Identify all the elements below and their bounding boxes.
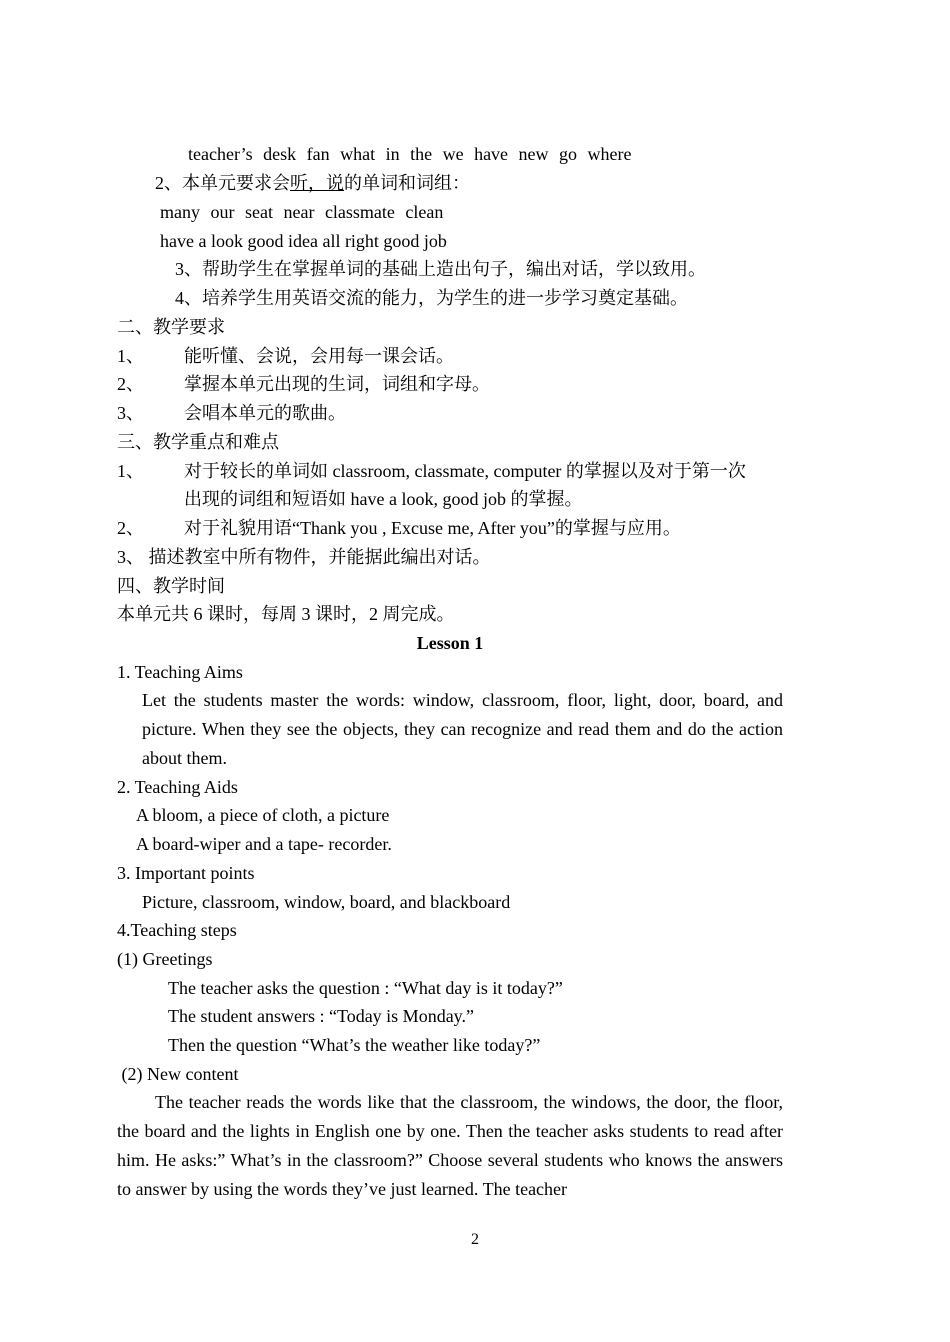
section3-item1-line2: 出现的词组和短语如 have a look, good job 的掌握。 (184, 489, 583, 509)
item-text: 能听懂、会说，会用每一课会话。 (184, 346, 454, 366)
new-content-text: The teacher reads the words like that the classroom, the windows, the door, the floor, the board and the lights in English one by one. Then the teacher asks students to read after him. He asks:” What’s in the classroom?” Choose several students who knows the answers to answer by using the words they’ve just learned. The teacher (117, 1092, 783, 1199)
greetings-line-3: Then the question “What’s the weather like today?” (168, 1035, 541, 1055)
req2-prefix: 2、本单元要求会 (155, 173, 290, 193)
points-text: Picture, classroom, window, board, and blackboard (142, 892, 511, 912)
item-number: 1、 (117, 346, 144, 366)
section2-item (117, 342, 817, 370)
aids-line-1: A bloom, a piece of cloth, a picture (136, 805, 390, 825)
requirement-3: 3、帮助学生在掌握单词的基础上造出句子，编出对话，学以致用。 (175, 259, 706, 279)
item-number: 3、 (117, 403, 144, 423)
greetings-heading: (1) Greetings (117, 949, 213, 969)
vocab-line: teacher’s desk fan what in the we have new go where (188, 144, 632, 164)
aids-heading: 2. Teaching Aids (117, 777, 238, 797)
new-content-heading: (2) New content (117, 1064, 239, 1084)
section4-text: 本单元共 6 课时，每周 3 课时，2 周完成。 (117, 604, 455, 624)
item-text: 掌握本单元出现的生词，词组和字母。 (184, 374, 490, 394)
vocab-line-2: many our seat near classmate clean (160, 202, 444, 222)
phrases-line: have a look good idea all right good job (160, 231, 447, 251)
section2-title: 二、教学要求 (117, 317, 225, 337)
aims-text: Let the students master the words: window, classroom, floor, light, door, board, and picture. When they see the objects, they can recognize and read them and do the action about them. (142, 690, 783, 768)
item-number: 2、 (117, 374, 144, 394)
requirement-2 (155, 169, 470, 197)
greetings-line-2: The student answers : “Today is Monday.” (168, 1006, 474, 1026)
section4-title: 四、教学时间 (117, 576, 225, 596)
item-text: 会唱本单元的歌曲。 (184, 403, 346, 423)
section3-item1-number: 1、 (117, 461, 144, 481)
section2-item (117, 399, 817, 427)
steps-heading: 4.Teaching steps (117, 920, 237, 940)
req2-suffix: 的单词和词组： (344, 173, 470, 193)
section3-item2-text: 对于礼貌用语“Thank you , Excuse me, After you”的掌握与应用。 (184, 518, 681, 538)
section3-title: 三、教学重点和难点 (117, 432, 279, 452)
req2-underlined: 听，说 (290, 173, 344, 193)
requirement-4: 4、培养学生用英语交流的能力，为学生的进一步学习奠定基础。 (175, 288, 688, 308)
section2-item (117, 370, 817, 398)
aids-line-2: A board-wiper and a tape- recorder. (136, 834, 392, 854)
greetings-line-1: The teacher asks the question : “What day is it today?” (168, 978, 563, 998)
points-heading: 3. Important points (117, 863, 255, 883)
lesson-title: Lesson 1 (416, 633, 484, 653)
page-number: 2 (471, 1231, 479, 1248)
section3-item1-line1: 对于较长的单词如 classroom, classmate, computer 的掌握以及对于第一次 (184, 461, 746, 481)
section3-item3: 3、 描述教室中所有物件，并能据此编出对话。 (117, 547, 491, 567)
aims-heading: 1. Teaching Aims (117, 662, 243, 682)
section3-item2-number: 2、 (117, 518, 144, 538)
